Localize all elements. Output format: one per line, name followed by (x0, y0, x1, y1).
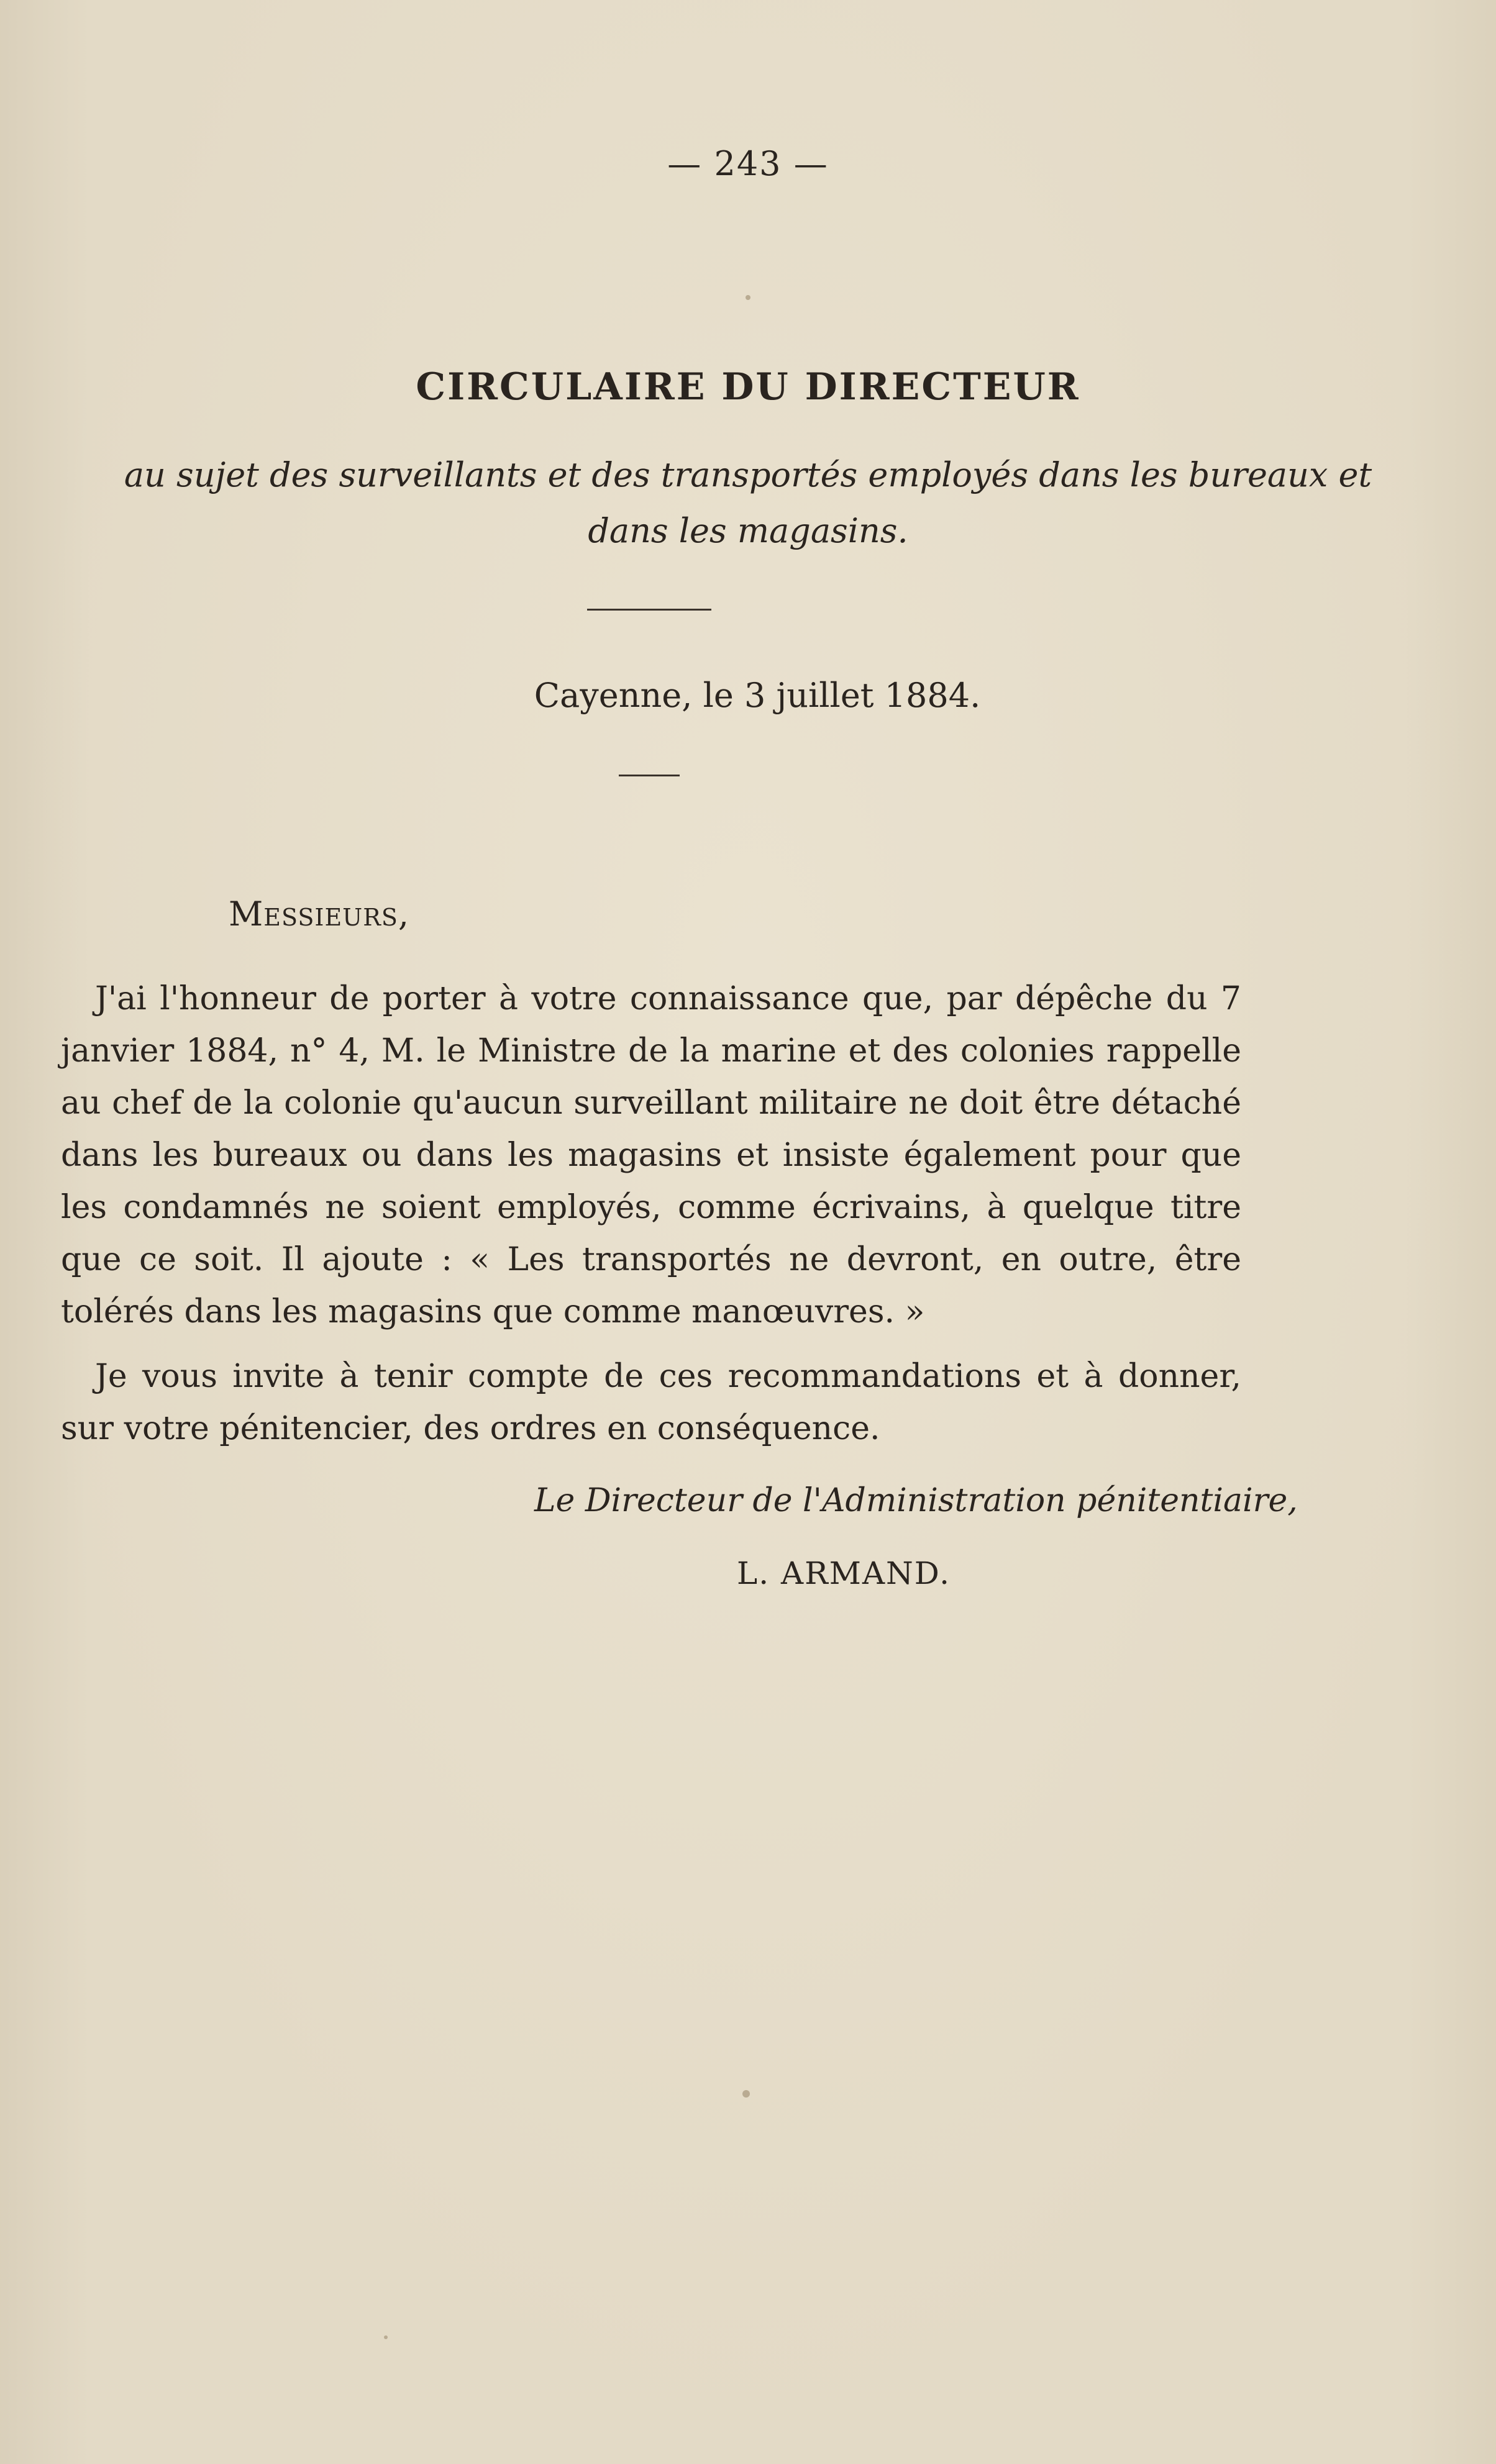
signature-name: L. ARMAND. (737, 1555, 951, 1591)
body-text (61, 973, 1241, 1467)
paragraph: Je vous invite à tenir compte de ces recommandations et à donner, sur votre pénitencier, des ordres en conséquence. (61, 1358, 1241, 1447)
divider-rule-short (619, 775, 680, 776)
paragraph: J'ai l'honneur de porter à votre connaissance que, par dépêche du 7 janvier 1884, n° 4, M. le Ministre de la marine et des colonies rappelle au chef de la colonie qu'aucun surveillant militaire ne doit être détaché dans les bureaux ou dans les magasins et insiste également pour que les condamnés ne soient employés, comme écrivains, à quelque titre que ce soit. Il ajoute : « Les transportés ne devront, en outre, être tolérés dans les magasins que comme manœuvres. » (61, 980, 1241, 1330)
divider-rule (587, 609, 711, 611)
paper-speck (742, 2090, 750, 2098)
document-title: CIRCULAIRE DU DIRECTEUR (416, 365, 1080, 409)
paper-speck (746, 295, 750, 300)
place-date: Cayenne, le 3 juillet 1884. (534, 676, 981, 715)
document-subtitle: au sujet des surveillants et des transportés employés dans les bureaux et dans les magasins. (124, 455, 1372, 550)
signature-title: Le Directeur de l'Administration pénitentiaire, (534, 1482, 1298, 1519)
salutation: Messieurs, (229, 894, 410, 934)
page-number: — 243 — (667, 144, 829, 183)
paper-speck (384, 2335, 388, 2339)
